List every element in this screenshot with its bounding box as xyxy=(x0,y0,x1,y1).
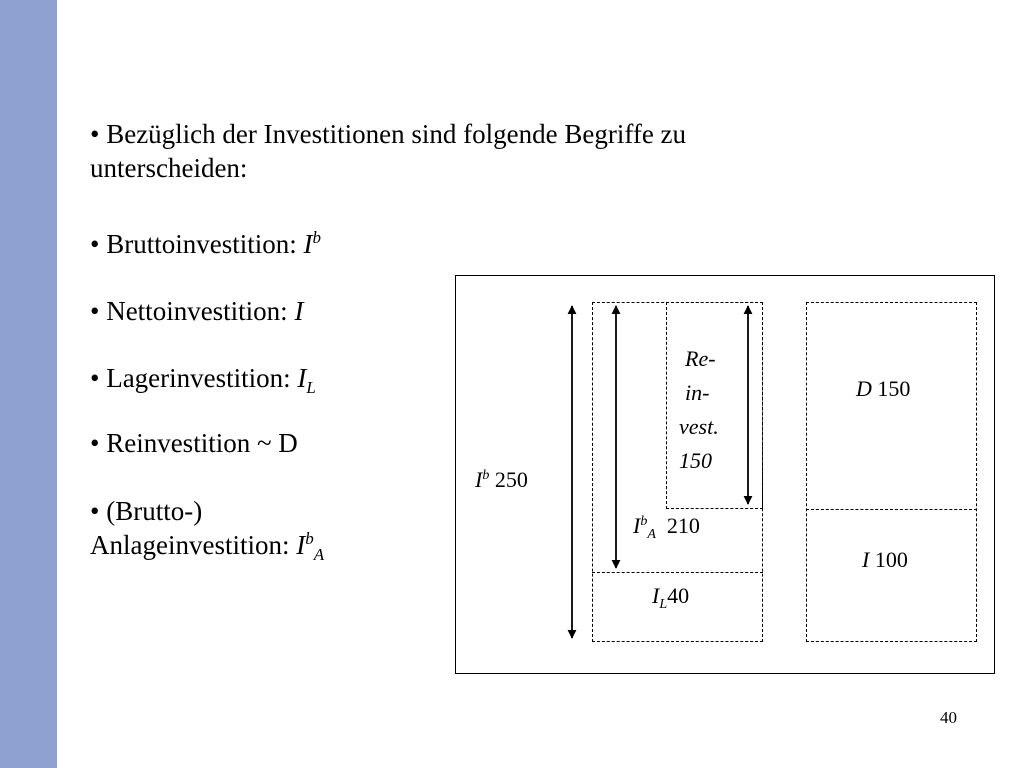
bullet-1-line-1: • Bezüglich der Investitionen sind folgende Begriffe zu xyxy=(90,119,687,149)
fixed-investment-superscript: b xyxy=(305,529,314,548)
fixed-label-value: 210 xyxy=(666,513,700,538)
fixed-investment-subscript: A xyxy=(313,545,325,564)
bullet-3-text: • Nettoinvestition: xyxy=(90,296,295,326)
gross-investment-label xyxy=(475,467,528,493)
inventory-investment-label xyxy=(652,583,690,612)
bullet-2-text: • Bruttoinvestition: xyxy=(90,229,304,259)
gross-label-superscript: b xyxy=(482,468,490,483)
reinvest-line-3: vest. xyxy=(679,414,719,439)
fixed-label-superscript: b xyxy=(640,514,648,529)
bullet-4-text: • Lagerinvestition: xyxy=(90,363,298,393)
depreciation-label-symbol: D xyxy=(856,376,872,401)
net-label-symbol: I xyxy=(862,547,870,572)
bullet-6-line-2: Anlageinvestition: xyxy=(90,530,297,560)
fixed-label-subscript: A xyxy=(647,527,656,542)
net-investment-symbol: I xyxy=(294,296,304,326)
bullet-1-line-2: unterscheiden: xyxy=(90,153,248,183)
gross-investment-superscript: b xyxy=(312,228,321,247)
fixed-investment-label xyxy=(633,513,700,542)
gross-investment-symbol: I xyxy=(303,229,313,259)
fixed-label-symbol: I xyxy=(633,513,641,538)
page-number: 40 xyxy=(940,708,957,727)
reinvest-line-4: 150 xyxy=(679,448,712,473)
reinvest-line-2: in- xyxy=(685,380,710,405)
bullet-6-line-1: • (Brutto-) xyxy=(90,496,203,526)
gross-label-symbol: I xyxy=(475,467,483,492)
net-investment-label xyxy=(862,547,908,573)
reinvestment-label xyxy=(679,342,719,478)
bullet-5-text: • Reinvestition ~ D xyxy=(90,428,298,458)
inventory-investment-subscript: L xyxy=(306,378,316,397)
fixed-investment-symbol: I xyxy=(296,530,306,560)
depreciation-label-value: 150 xyxy=(877,376,911,401)
inventory-label-symbol: I xyxy=(652,583,660,608)
inventory-investment-symbol: I xyxy=(297,363,307,393)
reinvest-line-1: Re- xyxy=(685,346,716,371)
depreciation-label xyxy=(856,376,910,402)
inventory-label-subscript: L xyxy=(659,597,668,612)
inventory-label-value: 40 xyxy=(667,583,690,608)
gross-label-value: 250 xyxy=(494,467,528,492)
net-label-value: 100 xyxy=(874,547,908,572)
